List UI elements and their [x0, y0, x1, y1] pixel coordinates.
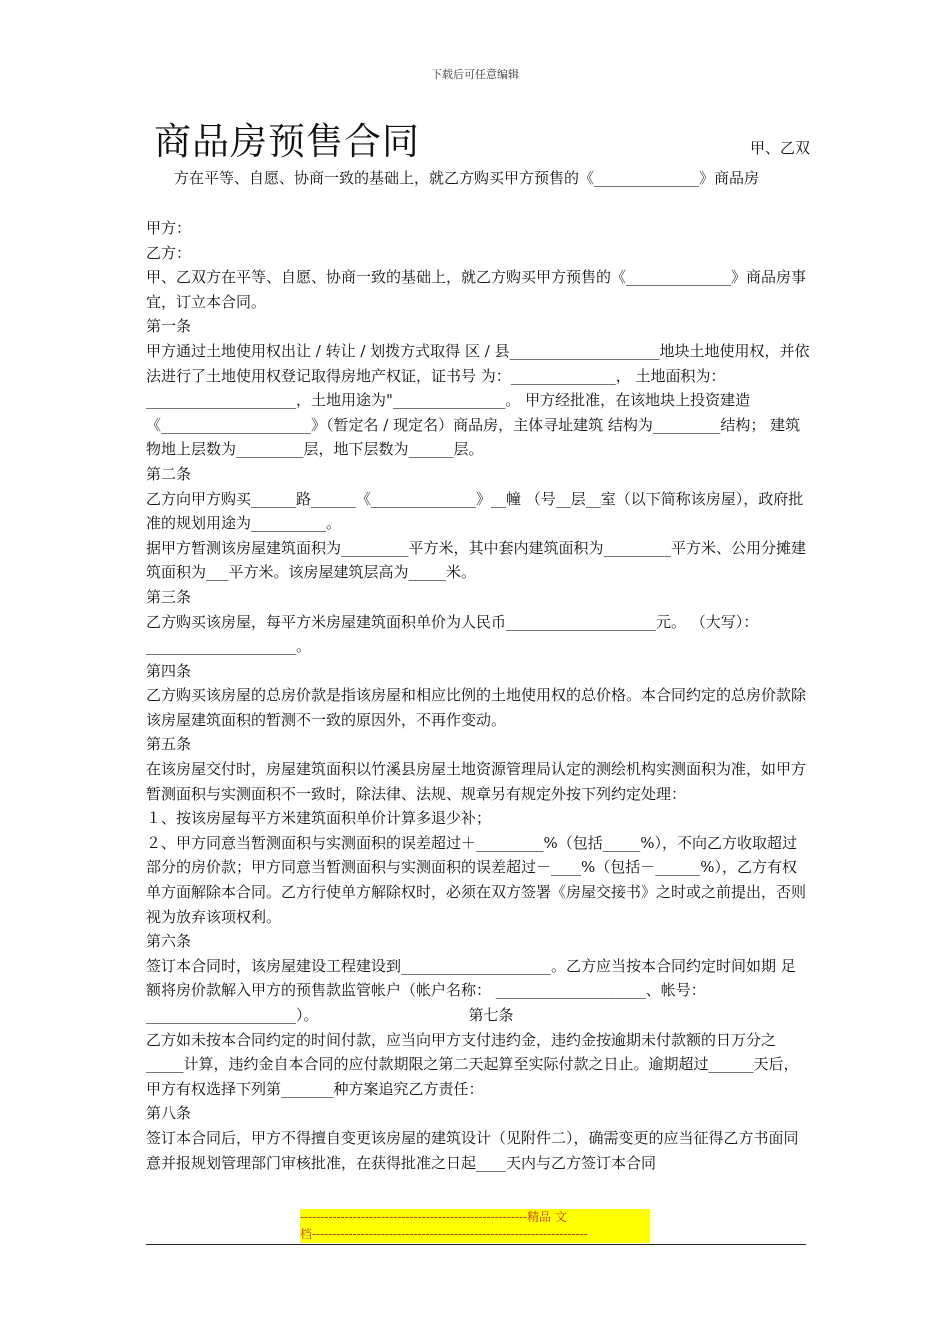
article-paragraph: 签订本合同后，甲方不得擅自变更该房屋的建筑设计（见附件二），确需变更的应当征得乙方书面同意并报规划管理部门审核批准，在获得批准之日起____天内与乙方签订本合同 — [146, 1128, 799, 1172]
preamble-paragraph: 甲、乙双方在平等、自愿、协商一致的基础上，就乙方购买甲方预售的《______________》商品房事宜，订立本合同。 — [146, 268, 807, 311]
article-paragraph-text: 签订本合同时，该房屋建设工程建设到____________________。乙方应当按本合同约定时间如期 足额将房价款解入甲方的预售款监管帐户（帐户名称： ____________________、帐号：____________________）。 — [146, 956, 796, 1024]
article-heading: 第六条 — [146, 932, 192, 951]
footer-band-line: --------------------------------------------------------精品 文 — [300, 1210, 567, 1224]
article-heading: 第五条 — [146, 735, 192, 754]
document-title: 商品房预售合同 — [154, 120, 420, 163]
footer-band-line: 档-------------------------------------------------------------------- — [300, 1227, 588, 1241]
article-paragraph: 甲方通过土地使用权出让 / 转让 / 划拨方式取得 区 / 县____________________地块土地使用权，并依法进行了土地使用权登记取得房地产权证，证书号 为：______________， 土地面积为：____________________，土地用途为"_______________。 甲方经批准，在该地块上投资建造《____________________》（暂定名 / 现定名）商品房，主体寻址建筑 结构为_________结构； 建筑物地上层数为_________层，地下层数为______层。 — [146, 341, 810, 459]
footer-watermark-band — [300, 1209, 650, 1243]
party-b-line: 乙方： — [146, 243, 192, 262]
article-heading: 第一条 — [146, 317, 192, 336]
article-paragraph: 乙方向甲方购买______路______《______________》__幢 （号__层__室（以下简称该房屋），政府批准的规划用途为__________。 — [146, 489, 804, 533]
article-paragraph: 乙方购买该房屋的总房价款是指该房屋和相应比例的土地使用权的总价格。本合同约定的总房价款除该房屋建筑面积的暂测不一致的原因外，不再作变动。 — [146, 686, 807, 729]
article-heading: 第三条 — [146, 587, 192, 606]
footer-divider — [146, 1244, 806, 1245]
intro-paragraph: 方在平等、自愿、协商一致的基础上，就乙方购买甲方预售的《______________》商品房 — [174, 169, 760, 187]
article-paragraph: 乙方如未按本合同约定的时间付款，应当向甲方支付违约金，违约金按逾期未付款额的日万分之_____计算，违约金自本合同的应付款期限之第二天起算至实际付款之日止。逾期超过______天后，甲方有权选择下列第_______种方案追究乙方责任： — [146, 1030, 799, 1098]
party-a-line: 甲方： — [146, 219, 192, 237]
list-item: ２、甲方同意当暂测面积与实测面积的误差超过＋_________%（包括_____%），不向乙方收取超过部分的房价款；甲方同意当暂测面积与实测面积的误差超过－____%（包括－______%），乙方有权单方面解除本合同。乙方行使单方解除权时，必须在双方签署《房屋交接书》之时或之前提出，否则视为放弃该项权利。 — [146, 833, 807, 926]
article-paragraph: 据甲方暂测该房屋建筑面积为_________平方米，其中套内建筑面积为_________平方米、公用分摊建筑面积为___平方米。该房屋建筑层高为_____米。 — [146, 538, 807, 582]
article-heading: 第八条 — [146, 1104, 192, 1123]
article-paragraph: 乙方购买该房屋，每平方米房屋建筑面积单价为人民币____________________元。 （大写）：____________________。 — [146, 612, 759, 656]
page-header-note: 下载后可任意编辑 — [431, 68, 519, 81]
contract-body — [146, 216, 810, 1175]
article-heading: 第四条 — [146, 661, 192, 680]
article-heading-inline: 第七条 — [468, 1006, 514, 1024]
title-row — [146, 118, 810, 170]
article-paragraph: 在该房屋交付时，房屋建筑面积以竹溪县房屋土地资源管理局认定的测绘机构实测面积为准，如甲方暂测面积与实测面积不一致时，除法律、法规、规章另有规定外按下列约定处理： — [146, 760, 807, 803]
list-item: １、按该房屋每平方米建筑面积单价计算多退少补； — [146, 809, 492, 828]
title-tail-text: 甲、乙双 — [749, 139, 810, 157]
article-paragraph — [146, 954, 810, 1028]
article-heading: 第二条 — [146, 464, 192, 483]
